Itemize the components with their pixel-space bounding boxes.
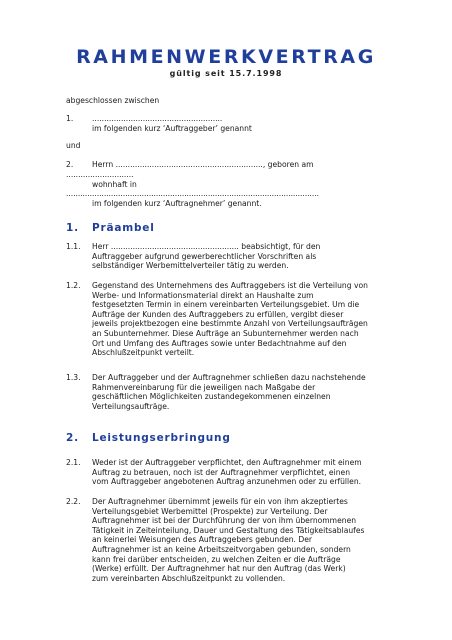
section-title: Präambel (92, 222, 155, 234)
party1-line: im folgenden kurz ‘Auftraggeber’ genannt (92, 123, 252, 133)
clause-text (92, 242, 392, 271)
clause-line: Verteilungsaufträge. (92, 401, 170, 411)
party2-line: wohnhaft in (92, 180, 137, 189)
clause-line: Gegenstand des Unternehmens des Auftraggebers ist die Verteilung von (92, 281, 368, 290)
party2-line: im folgenden kurz ‘Auftragnehmer’ genannt. (92, 199, 262, 208)
clause-line: Aufträge der Kunden des Auftraggebers zu erfüllen, vergibt dieser (92, 309, 344, 319)
clause-line: Auftragnehmer ist an keine Arbeitszeitvorgaben gebunden, sondern (92, 544, 351, 554)
clause-number: 1.3. (66, 373, 81, 382)
clause-line: Auftragnehmer ist bei der Durchführung der von ihm übernommenen (92, 516, 357, 526)
clause-line: Weder ist der Auftraggeber verpflichtet, den Auftragnehmer mit einem (92, 458, 362, 467)
party1-number: 1. (66, 114, 74, 123)
clause-line: geschäftlichen Möglichkeiten zustandegekommenen einzelnen (92, 392, 331, 402)
clause-number: 1.2. (66, 281, 81, 290)
clause-line: selbständiger Werbemittelverteiler tätig zu werden. (92, 261, 289, 271)
section-title: Leistungserbringung (92, 432, 231, 444)
und-text: und (66, 141, 81, 150)
section-number: 1. (66, 222, 79, 234)
clause-text (92, 497, 392, 583)
clause-line: Auftrag zu betrauen, noch ist der Auftragnehmer verpflichtet, einen (92, 467, 351, 477)
section-number: 2. (66, 432, 79, 444)
clause-number: 1.1. (66, 242, 81, 251)
clause-text (92, 458, 392, 487)
party2-number: 2. (66, 160, 74, 169)
clause-line: kann frei darüber entscheiden, zu welchen Zeiten er die Aufträge (92, 554, 341, 564)
clause-line: Abschlußzeitpunkt verteilt. (92, 348, 195, 358)
party2-line: ............................ (66, 170, 134, 179)
clause-line: Der Auftraggeber und der Auftragnehmer schließen dazu nachstehende (92, 373, 366, 382)
clause-number: 2.1. (66, 458, 81, 467)
clause-line: Werbe- und Informationsmaterial direkt an Haushalte zum (92, 290, 314, 300)
clause-line: jeweils projektbezogen eine bestimmte Anzahl von Verteilungsaufträgen (92, 319, 368, 329)
party2-line: ........................................................................................................... (66, 189, 319, 198)
intro-text: abgeschlossen zwischen (66, 96, 160, 105)
party2-line: Herrn ............................................................., geboren am (92, 160, 314, 169)
party1-block (92, 114, 392, 133)
clause-text (92, 373, 392, 411)
clause-line: an Subunternehmer. Diese Aufträge an Subunternehmer werden nach (92, 328, 359, 338)
clause-line: zum vereinbarten Abschlußzeitpunkt zu vollenden. (92, 573, 286, 583)
document-title: RAHMENWERKVERTRAG (76, 46, 376, 68)
clause-line: vom Auftraggeber angebotenen Auftrag anzunehmen oder zu erfüllen. (92, 477, 362, 487)
clause-text (92, 281, 392, 358)
document-subtitle: gültig seit 15.7.1998 (169, 69, 283, 78)
clause-line: Verteilungsgebiet Werbemittel (Prospekte) zur Verteilung. Der (92, 506, 328, 516)
clause-line: Ort und Umfang des Auftrages sowie unter Bedachtnahme auf den (92, 338, 347, 348)
clause-line: Rahmenvereinbarung für die jeweiligen nach Maßgabe der (92, 382, 316, 392)
clause-line: Herr ..................................................... beabsichtigt, für den (92, 242, 321, 251)
clause-number: 2.2. (66, 497, 81, 506)
clause-line: Auftraggeber aufgrund gewerberechtlicher Vorschriften als (92, 251, 317, 261)
clause-line: (Werke) erfüllt. Der Auftragnehmer hat nur den Auftrag (das Werk) (92, 564, 346, 574)
clause-line: an keinerlei Weisungen des Auftraggebers gebunden. Der (92, 535, 313, 545)
clause-line: Tätigkeit in Zeiteinteilung, Dauer und Gestaltung des Tätigkeitsablaufes (92, 525, 365, 535)
clause-line: Der Auftragnehmer übernimmt jeweils für ein von ihm akzeptiertes (92, 497, 348, 506)
party1-line: ...................................................... (92, 114, 223, 123)
clause-line: festgesetzten Termin in einem vereinbarten Verteilungsgebiet. Um die (92, 300, 360, 310)
